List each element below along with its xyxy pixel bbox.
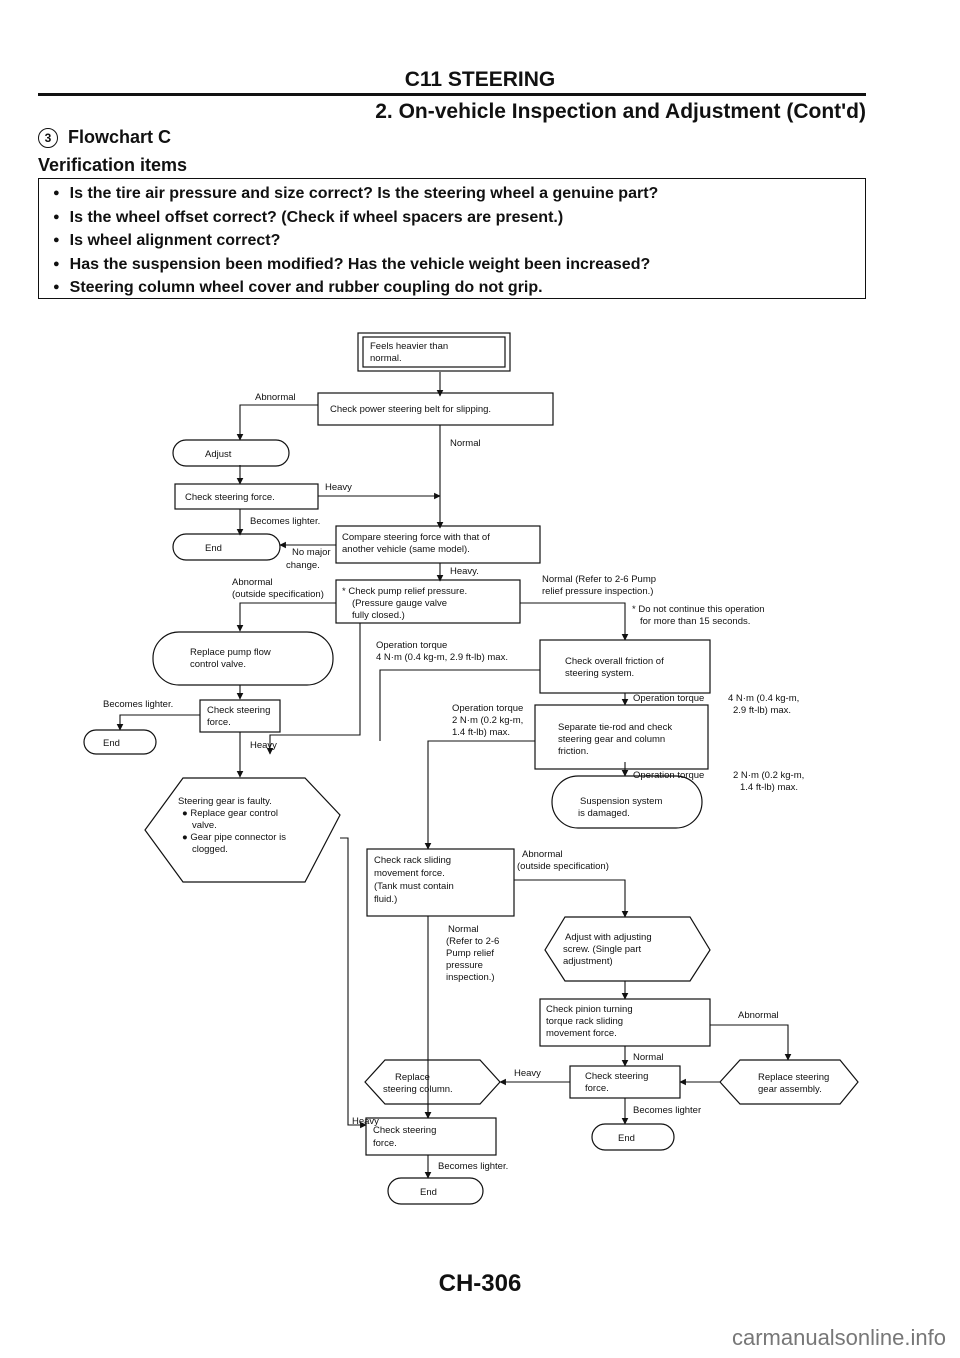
flow-label: Adjust <box>205 449 232 460</box>
flow-label: Separate tie-rod and check <box>558 722 673 733</box>
flow-label: steering column. <box>383 1084 453 1095</box>
flow-label: Operation torque <box>633 693 705 704</box>
flow-label: 2 N·m (0.2 kg-m, <box>452 715 524 726</box>
flow-label: * Check pump relief pressure. <box>342 586 468 597</box>
flow-label: another vehicle (same model). <box>342 544 470 555</box>
flow-label: inspection.) <box>446 972 495 983</box>
flowchart-title: Flowchart C <box>68 127 172 147</box>
flow-label: (outside specification) <box>517 861 609 872</box>
flow-label: Replace pump flow <box>190 647 271 658</box>
flow-label: Check pinion turning <box>546 1004 633 1015</box>
flow-label: control valve. <box>190 659 246 670</box>
flow-label: steering gear and column <box>558 734 666 745</box>
flow-label: Suspension system <box>580 796 663 807</box>
flow-label: Becomes lighter. <box>438 1161 509 1172</box>
flow-label: Feels heavier than <box>370 341 449 352</box>
flow-label: End <box>205 543 222 554</box>
flow-label: change. <box>286 560 320 571</box>
flow-label: Operation torque <box>633 770 705 781</box>
flow-label: Steering gear is faulty. <box>178 796 272 807</box>
flow-label: 4 N·m (0.4 kg-m, <box>728 693 800 704</box>
flow-label: Compare steering force with that of <box>342 532 490 543</box>
flow-label: Heavy <box>352 1116 379 1127</box>
flow-label: Abnormal <box>738 1010 779 1021</box>
verification-item: ● Has the suspension been modified? Has the vehicle weight been increased? <box>53 254 865 278</box>
flow-label: End <box>420 1187 437 1198</box>
flow-label: force. <box>373 1138 397 1149</box>
page-number: CH-306 <box>438 1270 522 1297</box>
flow-boxes <box>84 333 858 1204</box>
flow-label: * Do not continue this operation <box>632 604 765 615</box>
flow-label: Check steering <box>207 705 271 716</box>
flow-label: is damaged. <box>578 808 630 819</box>
flow-label: Abnormal <box>232 577 273 588</box>
flow-label: Becomes lighter <box>633 1105 702 1116</box>
flow-label: Check overall friction of <box>565 656 664 667</box>
flow-label: Check steering force. <box>185 492 275 503</box>
steering-force-box-4 <box>366 1118 496 1155</box>
flow-label: Abnormal <box>255 392 296 403</box>
end-terminal-2 <box>84 730 156 754</box>
flow-label: Heavy <box>325 482 352 493</box>
flow-label: Operation torque <box>452 703 524 714</box>
flow-label: Normal <box>448 924 479 935</box>
flow-label: Pump relief <box>446 948 495 959</box>
flow-label: Becomes lighter. <box>103 699 174 710</box>
flow-label: ● Gear pipe connector is <box>182 832 286 843</box>
flow-label: Operation torque <box>376 640 448 651</box>
flow-label: 1.4 ft-lb) max. <box>740 782 799 793</box>
section-title: C11 STEERING <box>404 68 556 91</box>
flow-label: No major <box>292 547 331 558</box>
start-box <box>358 333 510 371</box>
flow-label: adjustment) <box>563 956 613 967</box>
flow-label: gear assembly. <box>758 1084 822 1095</box>
flow-texts <box>103 341 829 1198</box>
end-terminal-1 <box>173 534 280 560</box>
flow-label: normal. <box>370 353 402 364</box>
flow-label: Check steering <box>585 1071 649 1082</box>
flow-label: End <box>618 1133 635 1144</box>
flow-label: valve. <box>192 820 217 831</box>
replace-column-box <box>365 1060 500 1104</box>
flow-label: Heavy <box>514 1068 541 1079</box>
watermark: carmanualsonline.info <box>731 1325 946 1350</box>
flow-label: Abnormal <box>522 849 563 860</box>
section-subtitle: 2. On-vehicle Inspection and Adjustment (Cont'd) <box>375 100 866 123</box>
flow-label: Check rack sliding <box>374 855 452 866</box>
flow-label: Heavy <box>250 740 277 751</box>
flow-label: movement force. <box>374 868 445 879</box>
flow-label: Heavy. <box>450 566 479 577</box>
flow-label: 2.9 ft-lb) max. <box>733 705 792 716</box>
verification-item: ● Is the tire air pressure and size correct? Is the steering wheel a genuine part? <box>53 183 865 207</box>
verification-item: ● Is wheel alignment correct? <box>53 230 865 254</box>
flow-label: Normal <box>633 1052 664 1063</box>
flow-label: fluid.) <box>374 894 398 905</box>
flow-label: force. <box>207 717 231 728</box>
flow-label: movement force. <box>546 1028 617 1039</box>
flow-label: Normal <box>450 438 481 449</box>
flow-label: Check power steering belt for slipping. <box>330 404 492 415</box>
flow-label: torque rack sliding <box>546 1016 624 1027</box>
flow-label: (Tank must contain <box>374 881 454 892</box>
flow-label: (Refer to 2-6 <box>446 936 500 947</box>
flow-label: 1.4 ft-lb) max. <box>452 727 511 738</box>
flow-label: fully closed.) <box>352 610 405 621</box>
gear-faulty-box <box>145 778 340 882</box>
verification-item: ● Is the wheel offset correct? (Check if wheel spacers are present.) <box>53 207 865 231</box>
flow-label: Becomes lighter. <box>250 516 321 527</box>
verification-item: ● Steering column wheel cover and rubber coupling do not grip. <box>53 277 865 301</box>
flow-label: Replace steering <box>758 1072 830 1083</box>
flow-label: 4 N·m (0.4 kg-m, 2.9 ft-lb) max. <box>376 652 508 663</box>
flow-label: friction. <box>558 746 589 757</box>
flow-label: Check steering <box>373 1125 437 1136</box>
flow-label: Normal (Refer to 2-6 Pump <box>542 574 657 585</box>
flow-label: screw. (Single part <box>563 944 642 955</box>
flow-label: pressure <box>446 960 483 971</box>
flow-label: steering system. <box>565 668 635 679</box>
flow-label: End <box>103 738 120 749</box>
flow-label: (Pressure gauge valve <box>352 598 448 609</box>
flow-label: for more than 15 seconds. <box>640 616 751 627</box>
flow-label: clogged. <box>192 844 228 855</box>
flow-label: Adjust with adjusting <box>565 932 652 943</box>
flow-label: force. <box>585 1083 609 1094</box>
flow-label: ● Replace gear control <box>182 808 279 819</box>
flow-label: relief pressure inspection.) <box>542 586 654 597</box>
flow-label: (outside specification) <box>232 589 324 600</box>
flow-label: 2 N·m (0.2 kg-m, <box>733 770 805 781</box>
flow-label: Replace <box>395 1072 430 1083</box>
circled-number: 3 <box>38 128 58 148</box>
verification-title: Verification items <box>38 155 188 175</box>
